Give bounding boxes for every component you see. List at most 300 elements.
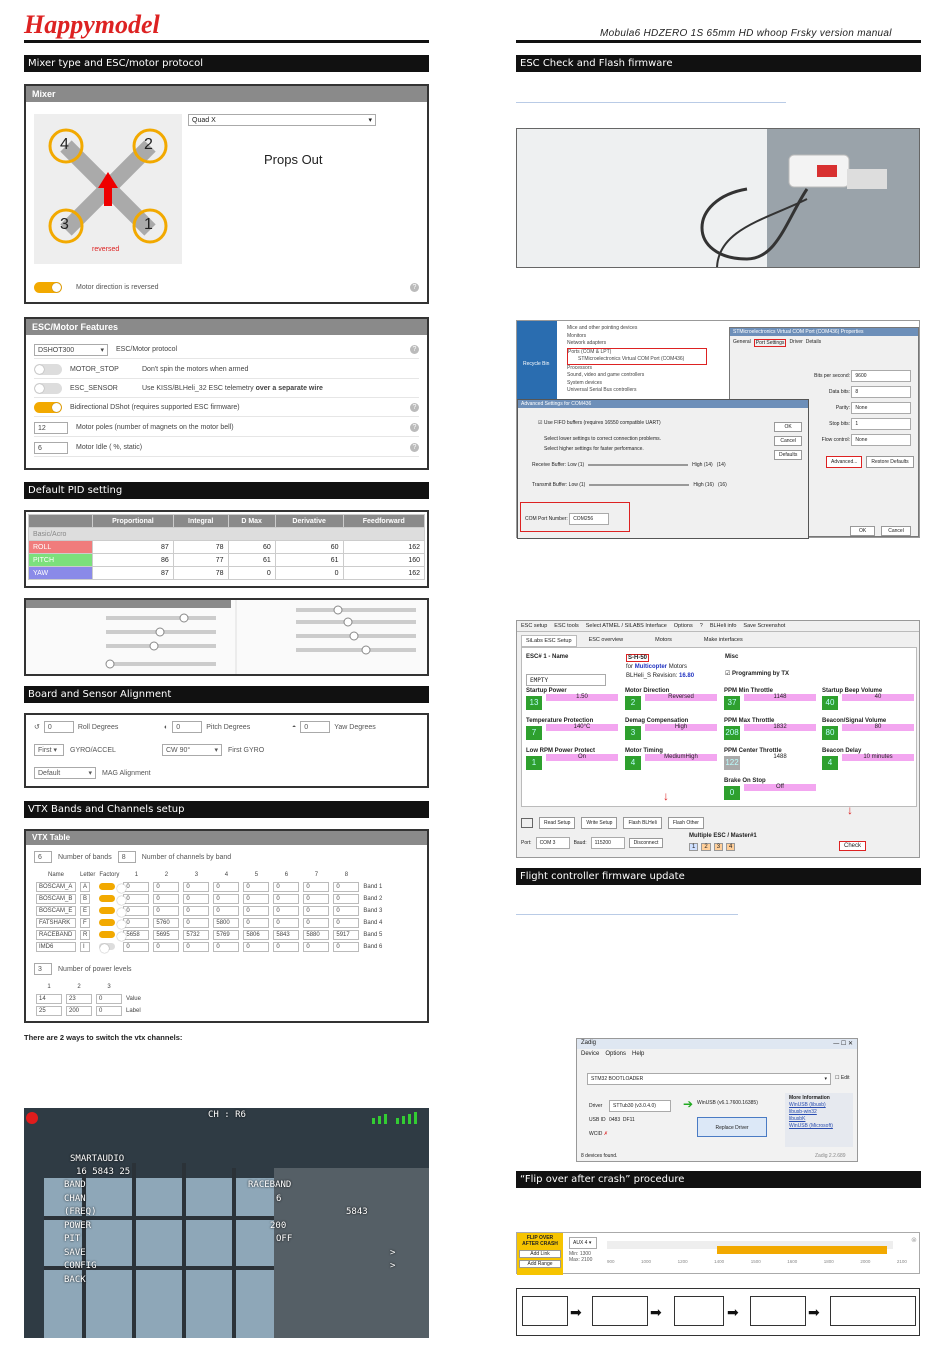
flash-other-button[interactable]: Flash Other (668, 817, 704, 829)
vtx-freq[interactable]: 0 (273, 882, 299, 892)
section-board-title: Board and Sensor Alignment (24, 686, 429, 703)
flash-blheli-button[interactable]: Flash BLHeli (623, 817, 661, 829)
mixer-panel-head: Mixer (26, 86, 427, 102)
pid-cell[interactable]: 60 (228, 541, 275, 554)
motor-1-label: 1 (144, 216, 153, 233)
pitch-input[interactable]: 0 (172, 721, 202, 733)
power-col: 2 (77, 984, 81, 990)
misc-label: Misc (725, 654, 739, 660)
menu-item[interactable]: Device (581, 1051, 600, 1057)
vtx-freq[interactable]: 5880 (303, 930, 329, 940)
menu-item[interactable]: ESC tools (554, 623, 579, 629)
vtx-col: 6 (284, 872, 289, 878)
advanced-title: Advanced Settings for COM436 (518, 400, 808, 408)
mixer-type-select[interactable]: Quad X ▾ (188, 114, 376, 126)
check-button[interactable]: Check (839, 841, 866, 851)
flip-range-fill (607, 1241, 893, 1249)
esc-param-ppm-center[interactable]: PPM Center Throttle 1488 122 (724, 748, 816, 774)
power-value[interactable]: 14 (36, 994, 62, 1004)
vtx-freq[interactable]: 0 (303, 882, 329, 892)
properties-tabs (730, 336, 918, 350)
factory-toggle[interactable] (99, 919, 115, 926)
field-select[interactable]: 8 (851, 386, 911, 398)
pid-header-blank (29, 515, 93, 528)
vtx-freq[interactable]: 5658 (123, 930, 149, 940)
header-rule-left (24, 40, 429, 43)
vtx-freq[interactable]: 0 (243, 894, 269, 904)
advanced-buttons (774, 422, 802, 460)
help-icon[interactable]: ? (410, 423, 419, 432)
tab-details[interactable]: Details (805, 339, 822, 345)
osd-value: OFF (276, 1234, 293, 1244)
replace-driver-button[interactable]: Replace Driver (697, 1117, 767, 1137)
info-link[interactable]: WinUSB (libusb) (789, 1102, 826, 1108)
osd-key: (FREQ) (64, 1207, 97, 1217)
vtx-row (34, 893, 384, 905)
vtx-row (34, 929, 384, 941)
transmit-value: (16) (717, 482, 727, 488)
vtx-freq[interactable]: 0 (183, 906, 209, 916)
help-icon[interactable]: ? (410, 345, 419, 354)
pid-cell[interactable]: 61 (275, 554, 343, 567)
vtx-band-name[interactable]: FATSHARK (36, 918, 76, 928)
add-link-button[interactable]: Add Link (519, 1250, 561, 1258)
vtx-row (34, 917, 384, 929)
link-underline (516, 102, 786, 103)
vtx-freq[interactable]: 0 (273, 894, 299, 904)
roll-row (34, 721, 118, 733)
tree-item[interactable]: System devices (567, 379, 603, 386)
vtx-freq[interactable]: 0 (333, 894, 359, 904)
advanced-button[interactable]: Advanced... (826, 456, 862, 468)
pid-cell[interactable]: 87 (93, 541, 174, 554)
osd-key: POWER (64, 1220, 92, 1231)
mag-select[interactable]: Default ▾ (34, 767, 96, 779)
osd-value: RACEBAND (248, 1180, 292, 1190)
esc-param-ppm-min[interactable]: PPM Min Throttle 1148 37 (724, 688, 816, 714)
vtx-col: 1 (134, 872, 139, 878)
device-manager-screenshot (516, 320, 920, 538)
esc-panel-head: ESC/Motor Features (26, 319, 427, 335)
vtx-row (34, 905, 384, 917)
menu-item[interactable]: Help (632, 1051, 645, 1057)
procedure-step-4 (750, 1296, 806, 1326)
mixer-panel (24, 84, 429, 304)
vtx-band-label: Band 4 (363, 920, 383, 926)
vtx-band-letter[interactable]: A (80, 882, 90, 892)
remove-range-icon[interactable]: ⊗ (911, 1237, 917, 1244)
vtx-freq[interactable]: 0 (123, 942, 149, 952)
menu-item[interactable]: Select ATMEL / SILABS Interface (585, 623, 667, 629)
zadig-status: 8 devices found. (581, 1153, 618, 1159)
vtx-band-name[interactable]: BOSCAM_B (36, 894, 76, 904)
tab-silabs-setup[interactable]: SiLabs ESC Setup (521, 635, 577, 647)
vtx-freq[interactable]: 0 (243, 906, 269, 916)
vtx-freq[interactable]: 0 (303, 906, 329, 916)
vtx-band-name[interactable]: BOSCAM_A (36, 882, 76, 892)
vtx-freq[interactable]: 0 (153, 942, 179, 952)
field-select[interactable]: 9600 (851, 370, 911, 382)
esc-number-buttons (689, 843, 735, 851)
tree-item[interactable]: Sound, video and game controllers (567, 372, 645, 378)
osd-key: SAVE (64, 1247, 86, 1258)
aux-select[interactable]: AUX 4 ▾ (569, 1237, 597, 1249)
vtx-freq[interactable]: 0 (153, 894, 179, 904)
fifo-row: ☑ Use FIFO buffers (requires 16550 compatible UART) (538, 420, 661, 426)
receive-high: High (14) (692, 462, 713, 468)
vtx-col: 3 (194, 872, 199, 878)
tab-make-interfaces[interactable]: Make interfaces (703, 637, 743, 643)
gyro-accel-label: GYRO/ACCEL (70, 746, 116, 754)
vtx-freq[interactable]: 5760 (153, 918, 179, 928)
motor-poles-input[interactable]: 12 (34, 422, 68, 434)
section-vtx-title: VTX Bands and Channels setup (24, 801, 429, 818)
power-value-label: Value (126, 996, 141, 1002)
power-value[interactable]: 0 (96, 994, 122, 1004)
esc-3-button[interactable]: 3 (714, 843, 723, 851)
pid-cell[interactable]: 162 (343, 541, 424, 554)
osd-key: CONFIG (64, 1261, 97, 1271)
tab-motors[interactable]: Motors (655, 637, 672, 643)
vtx-col: 2 (164, 872, 169, 878)
vtx-freq[interactable]: 0 (333, 942, 359, 952)
power-label[interactable]: 200 (66, 1006, 92, 1016)
vtx-band-letter[interactable]: I (80, 942, 90, 952)
vtx-freq[interactable]: 0 (123, 906, 149, 916)
vtx-freq[interactable]: 0 (213, 942, 239, 952)
field-select[interactable]: None (851, 402, 911, 414)
esc-param-low-rpm[interactable]: Low RPM Power Protect On 1 (526, 748, 618, 774)
transmit-label: Transmit Buffer: Low (1) (532, 482, 586, 488)
vtx-freq[interactable]: 5695 (153, 930, 179, 940)
ok-button[interactable]: OK (850, 526, 875, 536)
pid-row-yaw (29, 567, 425, 580)
motor-direction-row (34, 282, 419, 293)
vtx-col: 5 (254, 872, 259, 878)
tree-item-com436[interactable]: STMicroelectronics Virtual COM Port (COM436) (578, 356, 685, 362)
tab-driver[interactable]: Driver (789, 339, 803, 345)
vtx-freq[interactable]: 5769 (213, 930, 239, 940)
menu-item[interactable]: Options (605, 1051, 627, 1057)
info-link[interactable]: WinUSB (Microsoft) (789, 1123, 833, 1129)
gyro-align-select[interactable]: CW 90° ▾ (162, 744, 222, 756)
motor-stop-toggle[interactable] (34, 364, 62, 375)
factory-toggle[interactable] (99, 943, 115, 950)
vtx-band-label: Band 5 (363, 932, 383, 938)
esc-param-ppm-max[interactable]: PPM Max Throttle 1832 208 (724, 718, 816, 744)
esc-param-beacon-volume[interactable]: Beacon/Signal Volume 80 80 (822, 718, 914, 744)
port-select[interactable]: COM 3 (536, 837, 570, 849)
flip-range-track[interactable] (607, 1241, 893, 1249)
higher-hint: Select higher settings for faster performance. (544, 446, 644, 452)
vtx-freq[interactable]: 0 (183, 894, 209, 904)
esc-4-button[interactable]: 4 (726, 843, 735, 851)
pid-subheader: Basic/Acro (29, 528, 425, 541)
baud-select[interactable]: 115200 (591, 837, 625, 849)
disconnect-button[interactable]: Disconnect (629, 838, 664, 848)
vtx-band-label: Band 1 (363, 884, 383, 890)
vtx-col: 8 (344, 872, 349, 878)
vtx-freq[interactable]: 0 (153, 906, 179, 916)
osd-menu (64, 1180, 396, 1288)
com-port-select[interactable]: COM256 (569, 513, 609, 525)
write-setup-button[interactable]: Write Setup (581, 817, 617, 829)
esc-param-demag[interactable]: Demag Compensation High 3 (625, 718, 717, 744)
vtx-freq[interactable]: 0 (303, 918, 329, 928)
com-port-box (520, 502, 630, 532)
vtx-freq[interactable]: 0 (123, 894, 149, 904)
pid-axis-pitch: PITCH (29, 554, 93, 567)
osd-value: 5843 (346, 1207, 368, 1217)
tree-item[interactable]: Processors (567, 364, 593, 371)
osd-value: 6 (276, 1193, 282, 1204)
zadig-edit-check[interactable]: ☐ Edit (835, 1075, 850, 1081)
vtx-freq[interactable]: 0 (333, 918, 359, 928)
pid-cell[interactable]: 78 (173, 541, 228, 554)
field-select[interactable]: 1 (851, 418, 911, 430)
tab-port-settings[interactable]: Port Settings (755, 340, 785, 346)
motor-stop-desc: Don't spin the motors when armed (142, 366, 249, 373)
section-mixer-title: Mixer type and ESC/motor protocol (24, 55, 429, 72)
esc-param-beacon-delay[interactable]: Beacon Delay 10 minutes 4 (822, 748, 914, 774)
flip-range-bar (607, 1246, 893, 1254)
channels-input[interactable]: 8 (118, 851, 136, 863)
help-icon[interactable]: ? (410, 403, 419, 412)
properties-buttons (850, 526, 911, 536)
roll-label: Roll Degrees (77, 723, 119, 731)
esc-param-startup-beep[interactable]: Startup Beep Volume 40 40 (822, 688, 914, 714)
cancel-button[interactable]: Cancel (881, 526, 911, 536)
menu-item[interactable]: BLHeli info (709, 623, 737, 629)
pid-panel (24, 510, 429, 588)
arrow-right-icon: ➡ (727, 1304, 739, 1320)
tree-item[interactable]: Mice and other pointing devices (567, 325, 638, 331)
vtx-freq[interactable]: 0 (303, 942, 329, 952)
pid-cell[interactable]: 160 (343, 554, 424, 567)
esc-2-button[interactable]: 2 (701, 843, 710, 851)
tree-item[interactable]: Network adapters (567, 340, 607, 346)
pid-cell[interactable]: 61 (228, 554, 275, 567)
tab-general[interactable]: General (733, 339, 751, 345)
receive-slider[interactable] (588, 464, 688, 466)
flip-range-ticks: 900 1000 1200 1400 1500 1600 1800 2000 2100 (607, 1259, 907, 1264)
vtx-freq[interactable]: 0 (183, 918, 209, 928)
esc-param-brake[interactable]: Brake On Stop Off 0 (724, 778, 816, 804)
adv-cancel-button[interactable]: Cancel (774, 436, 802, 446)
factory-toggle[interactable] (99, 895, 115, 902)
vtx-band-letter[interactable]: F (80, 918, 90, 928)
zadig-device-select[interactable]: STM32 BOOTLOADER ▾ (587, 1073, 831, 1085)
restore-defaults-button[interactable]: Restore Defaults (866, 456, 913, 468)
esc-sensor-toggle[interactable] (34, 383, 62, 394)
yaw-icon: ◓ (292, 723, 297, 731)
vtx-freq[interactable]: 0 (213, 906, 239, 916)
blheli-menubar (517, 621, 919, 632)
bidir-dshot-toggle[interactable] (34, 402, 62, 413)
factory-toggle[interactable] (99, 907, 115, 914)
pid-header-dmax: D Max (228, 515, 275, 528)
gyro-align-row (162, 744, 264, 756)
esc-param-motor-timing[interactable]: Motor Timing MediumHigh 4 (625, 748, 717, 774)
esc-param-startup-power[interactable]: Startup Power 1.50 13 (526, 688, 618, 714)
power-levels-row (34, 963, 132, 975)
pid-header-d: Derivative (275, 515, 343, 528)
usb-connection-photo (516, 128, 920, 268)
vtx-freq[interactable]: 5917 (333, 930, 359, 940)
power-label[interactable]: 25 (36, 1006, 62, 1016)
vtx-freq[interactable]: 0 (303, 894, 329, 904)
pid-cell[interactable]: 0 (275, 567, 343, 580)
flip-range-values: Min: 1300 Max: 2100 (569, 1251, 593, 1263)
field-select[interactable]: None (851, 434, 911, 446)
pitch-label: Pitch Degrees (206, 723, 251, 731)
read-setup-button[interactable]: Read Setup (539, 817, 575, 829)
arrow-right-icon: ➡ (650, 1304, 662, 1320)
vtx-band-letter[interactable]: B (80, 894, 90, 904)
pid-cell[interactable]: 77 (173, 554, 228, 567)
tab-esc-overview[interactable]: ESC overview (588, 637, 624, 643)
quad-x-diagram (34, 114, 182, 264)
esc-param-temp-protection[interactable]: Temperature Protection 140°C 7 (526, 718, 618, 744)
vtx-freq[interactable]: 0 (153, 882, 179, 892)
vtx-freq[interactable]: 0 (183, 942, 209, 952)
vtx-freq[interactable]: 0 (333, 906, 359, 916)
vtx-freq[interactable]: 0 (243, 918, 269, 928)
pid-cell[interactable]: 87 (93, 567, 174, 580)
roll-icon: ↺ (34, 724, 40, 731)
help-icon[interactable]: ? (410, 443, 419, 452)
motor-direction-toggle[interactable] (34, 282, 62, 293)
vtx-freq[interactable]: 0 (123, 918, 149, 928)
power-col: 3 (107, 984, 111, 990)
motor-2-label: 2 (144, 136, 153, 153)
motor-idle-label: Motor Idle ( %, static) (76, 444, 143, 451)
vtx-band-letter[interactable]: E (80, 906, 90, 916)
section-fc-title: Flight controller firmware update (516, 868, 921, 885)
pid-row-roll (29, 541, 425, 554)
esc-sensor-desc: Use KISS/BLHeli_32 ESC telemetry over a separate wire (142, 385, 323, 392)
esc-protocol-label: ESC/Motor protocol (116, 346, 178, 353)
arrow-right-icon: ➡ (570, 1304, 582, 1320)
vtx-freq[interactable]: 5732 (183, 930, 209, 940)
adv-ok-button[interactable]: OK (774, 422, 802, 432)
osd-value: > (390, 1247, 396, 1258)
usb-photo-graphic (517, 129, 920, 268)
vtx-freq[interactable]: 0 (123, 882, 149, 892)
vtx-freq[interactable]: 0 (213, 882, 239, 892)
vtx-row (34, 941, 384, 953)
zadig-info: Driver STTub30 (v3.0.4.0) USB ID 0483 DF11 WCID ✗ (589, 1099, 671, 1141)
vtx-freq[interactable]: 0 (183, 882, 209, 892)
esc-protocol-select[interactable]: DSHOT300 ▾ (34, 344, 108, 356)
prog-tx-row: ☑ Programming by TX (725, 671, 790, 677)
info-link[interactable]: libusbK (789, 1116, 806, 1122)
tree-item[interactable]: Monitors (567, 332, 587, 339)
tree-item[interactable]: Universal Serial Bus controllers (567, 387, 637, 393)
menu-item[interactable]: Options (673, 623, 693, 629)
yaw-input[interactable]: 0 (300, 721, 330, 733)
props-out-label: Props Out (264, 152, 323, 167)
esc-1-button[interactable]: 1 (689, 843, 698, 851)
vtx-freq[interactable]: 5800 (213, 918, 239, 928)
menu-item[interactable]: ? (699, 623, 703, 629)
vtx-freq[interactable]: 0 (213, 894, 239, 904)
esc-param-motor-direction[interactable]: Motor Direction Reversed 2 (625, 688, 717, 714)
motor-4-label: 4 (60, 136, 69, 153)
vtx-band-letter[interactable]: R (80, 930, 90, 940)
vtx-row (34, 881, 384, 893)
esc-name-input[interactable]: EMPTY (526, 674, 606, 686)
pid-header-ff: Feedforward (343, 515, 424, 528)
vtx-freq[interactable]: 0 (243, 942, 269, 952)
vtx-freq[interactable]: 0 (273, 906, 299, 916)
vtx-band-label: Band 2 (363, 896, 383, 902)
pid-cell[interactable]: 86 (93, 554, 174, 567)
procedure-step-1 (522, 1296, 568, 1326)
transmit-slider[interactable] (589, 484, 689, 486)
vtx-freq[interactable]: 0 (273, 942, 299, 952)
vtx-band-name[interactable]: BOSCAM_E (36, 906, 76, 916)
vtx-freq[interactable]: 0 (333, 882, 359, 892)
vtx-freq[interactable]: 5806 (243, 930, 269, 940)
motor-idle-input[interactable]: 6 (34, 442, 68, 454)
adv-defaults-button[interactable]: Defaults (774, 450, 802, 460)
add-range-button[interactable]: Add Range (519, 1260, 561, 1268)
pid-cell[interactable]: 0 (228, 567, 275, 580)
info-link[interactable]: libusb-win32 (789, 1109, 817, 1115)
receive-value: (14) (716, 462, 726, 468)
vtx-freq[interactable]: 0 (243, 882, 269, 892)
procedure-step-5 (830, 1296, 916, 1326)
advanced-settings-dialog (517, 399, 809, 539)
pid-cell[interactable]: 162 (343, 567, 424, 580)
arrow-to-flash-icon: ↓ (663, 789, 669, 803)
osd-freq: 16 5843 25 (76, 1167, 131, 1177)
osd-key: CHAN (64, 1193, 86, 1204)
pid-cell[interactable]: 78 (173, 567, 228, 580)
tree-item[interactable]: Ports (COM & LPT) (568, 348, 612, 355)
section-flip-title: “Flip over after crash” procedure (516, 1171, 921, 1188)
pid-table (28, 514, 425, 580)
field-label: Data bits: (828, 389, 850, 395)
power-levels-input[interactable]: 3 (34, 963, 52, 975)
vtx-freq[interactable]: 5843 (273, 930, 299, 940)
power-value[interactable]: 23 (66, 994, 92, 1004)
factory-toggle[interactable] (99, 931, 115, 938)
menu-item[interactable]: ESC setup (521, 623, 548, 629)
blheli-action-buttons (521, 817, 704, 829)
pid-cell[interactable]: 60 (275, 541, 343, 554)
factory-toggle[interactable] (99, 883, 115, 890)
power-label[interactable]: 0 (96, 1006, 122, 1016)
vtx-freq[interactable]: 0 (273, 918, 299, 928)
vtx-band-name[interactable]: IMD6 (36, 942, 76, 952)
yaw-label: Yaw Degrees (334, 723, 376, 731)
pid-header-p: Proportional (93, 515, 174, 528)
roll-input[interactable]: 0 (44, 721, 74, 733)
gyro-select[interactable]: First ▾ (34, 744, 64, 756)
doc-title: Mobula6 HDZERO 1S 65mm HD whoop Frsky version manual (600, 28, 892, 39)
bands-input[interactable]: 6 (34, 851, 52, 863)
link-underline (516, 914, 738, 915)
menu-item[interactable]: Save Screenshot (743, 623, 786, 629)
arrow-to-check-icon: ↓ (847, 803, 853, 817)
help-icon[interactable]: ? (410, 283, 419, 292)
vtx-band-name[interactable]: RACEBAND (36, 930, 76, 940)
list-icon (521, 818, 533, 828)
channels-label: Number of channels by band (141, 853, 232, 861)
motor-3-label: 3 (60, 216, 69, 233)
